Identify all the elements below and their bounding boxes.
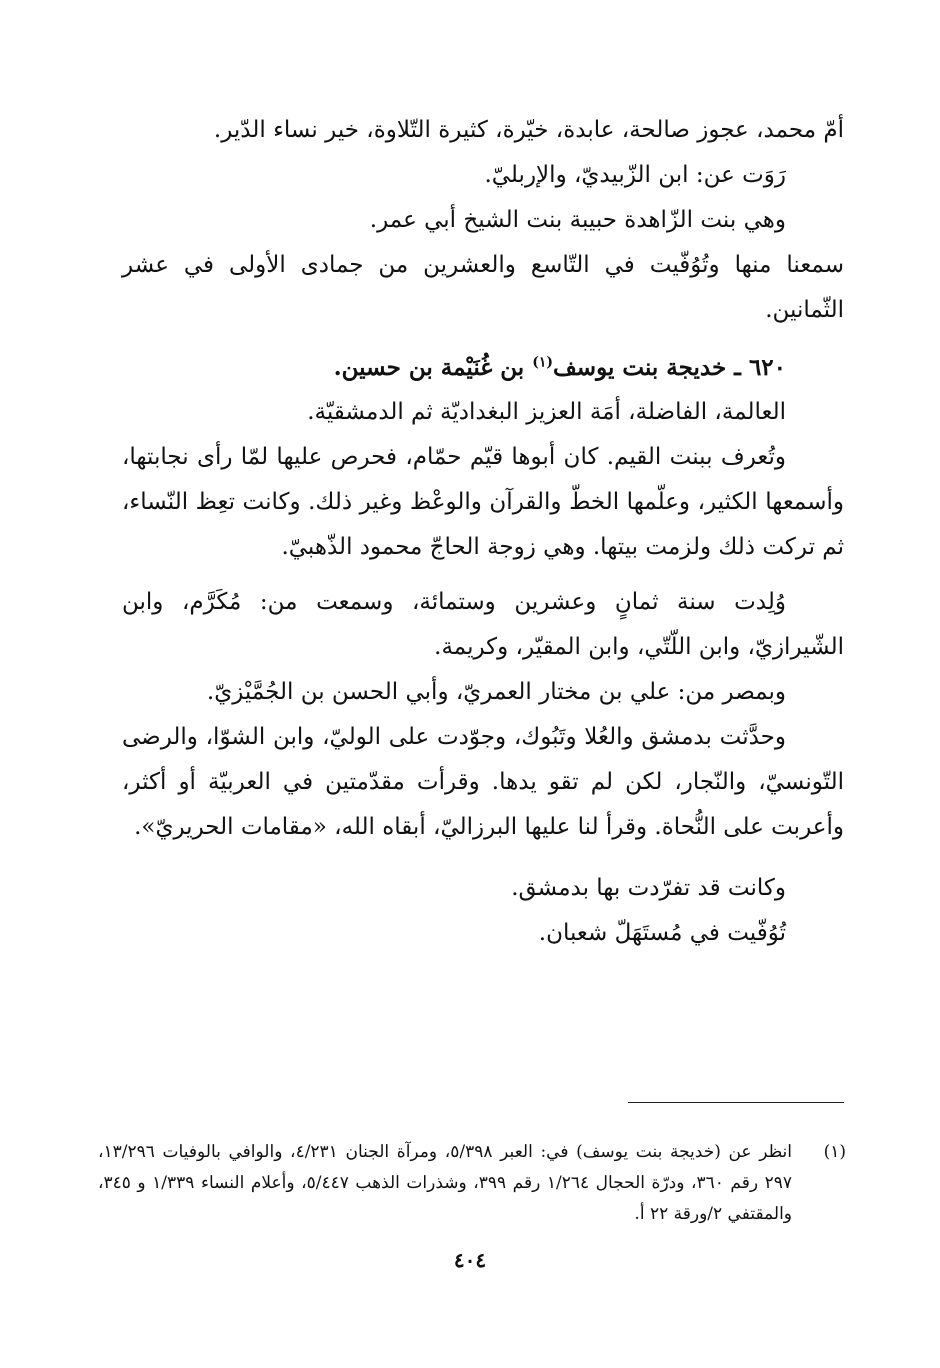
page-number: ٤٠٤ (453, 1248, 487, 1272)
entry-heading (122, 345, 844, 390)
main-text (122, 108, 844, 956)
paragraph: تُوُفّيت في مُستَهَلّ شعبان. (538, 920, 786, 946)
paragraph: وتُعرف ببنت القيم. كان أبوها قيّم حمّام، فحرص عليها لمّا رأى نجابتها، وأسمعها الكثير، وعلّمها الخطّ والقرآن والوعْظ وغير ذلك. وكانت تعِظ النّساء، ثم تركت ذلك ولزمت بيتها. وهي زوجة الحاجّ محمود الذّهبيّ. (122, 444, 844, 560)
paragraph: أمّ محمد، عجوز صالحة، عابدة، خيّرة، كثيرة التّلاوة، خير نساء الدّير. (213, 117, 844, 143)
paragraph: وكانت قد تفرّدت بها بدمشق. (511, 875, 786, 901)
paragraph: سمعنا منها وتُوُفّيت في التّاسع والعشرين من جمادى الأولى في عشر الثّمانين. (122, 252, 844, 323)
footnote-number: (١) (823, 1142, 846, 1162)
paragraph: رَوَت عن: ابن الزّبيديّ، والإربليّ. (484, 162, 786, 188)
paragraph: وهي بنت الزّاهدة حبيبة بنت الشيخ أبي عمر. (369, 207, 786, 233)
entry-heading-lineage: بن غُنَيْمة بن حسين. (333, 354, 533, 381)
footnote (98, 1137, 846, 1230)
footnote-divider (628, 1102, 844, 1103)
footnote-reference: (١) (532, 354, 553, 371)
paragraph: وبمصر من: علي بن مختار العمريّ، وأبي الحسن بن الجُمَّيْزيّ. (206, 679, 786, 705)
footnote-text: انظر عن (خديجة بنت يوسف) في: العبر ٥/٣٩٨، ومرآة الجنان ٤/٢٣١، والوافي بالوفيات ١٣/٢٩٦، ٢٩٧ رقم ٣٦٠، ودرّة الحجال ١/٢٦٤ رقم ٣٩٩، وشذرات الذهب ٥/٤٤٧، وأعلام النساء ١/٣٣٩ و ٣٤٥، والمقتفي ٢/ورقة ٢٢ أ. (98, 1142, 792, 1224)
paragraph: وُلِدت سنة ثمانٍ وعشرين وستمائة، وسمعت من: مُكَرَّم، وابن الشّيرازيّ، وابن اللّتّي، وابن المقيّر، وكريمة. (122, 589, 844, 660)
paragraph: وحدَّثت بدمشق والعُلا وتَبُوك، وجوّدت على الوليّ، وابن الشوّا، والرضى التّونسيّ، والنّجار، لكن لم تقو يدها. وقرأت مقدّمتين في العربيّة أو أكثر، وأعربت على النُّحاة. وقرأ لنا عليها البرزاليّ، أبقاه الله، «مقامات الحريريّ». (122, 724, 844, 840)
entry-heading-name: ٦٢٠ ـ خديجة بنت يوسف (553, 354, 786, 381)
paragraph: العالمة، الفاضلة، أمَة العزيز البغداديّة ثم الدمشقيّة. (307, 399, 786, 425)
footnotes (98, 1137, 846, 1230)
